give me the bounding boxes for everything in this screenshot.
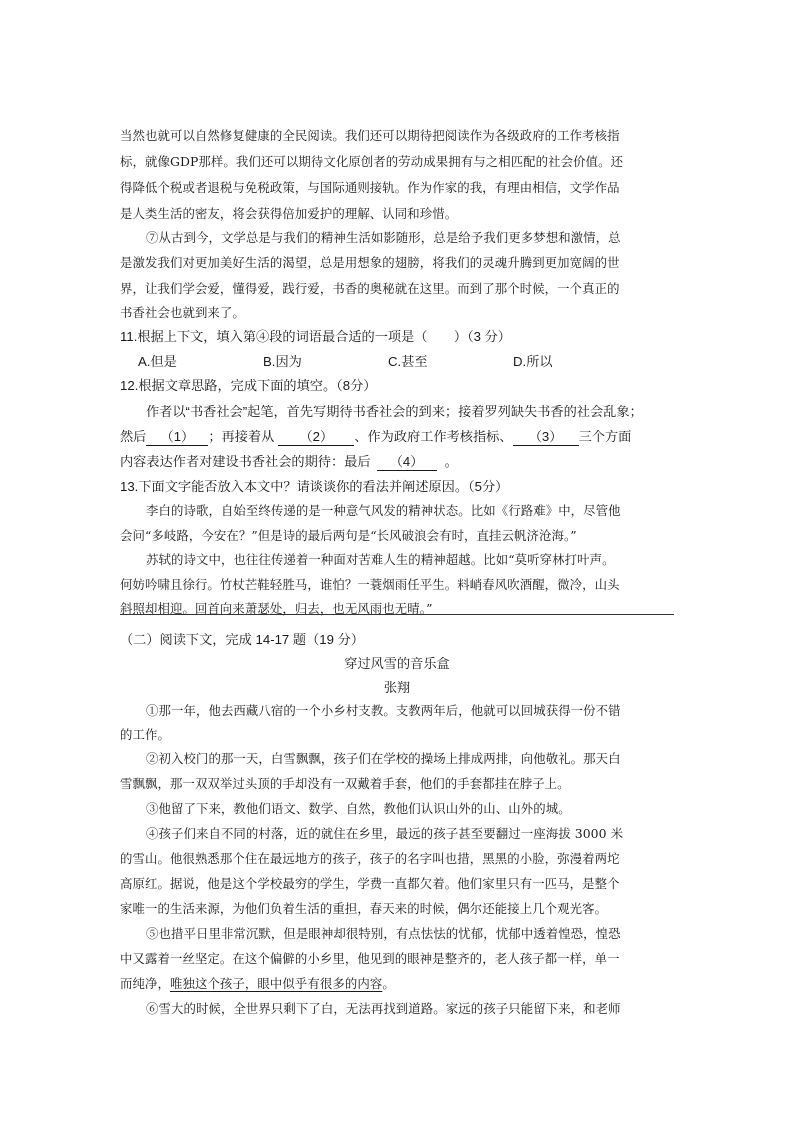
underlined-phrase: 唯独这个孩子，眼中似乎有很多的内容: [169, 976, 383, 991]
quote-line: 何妨吟啸且徐行。竹杖芒鞋轻胜马，谁怕？一蓑烟雨任平生。料峭春风吹酒醒，微冷，山头: [120, 577, 620, 592]
story-title: 穿过风雪的音乐盒: [344, 656, 450, 671]
quote-line: 会问“多岐路，今安在？”但是诗的最后两句是“长风破浪会有时，直挂云帆济沧海。”: [120, 528, 577, 543]
passage-line: 书香社会也就到来了。: [120, 305, 245, 320]
blank-2: （2）: [278, 429, 354, 446]
story-line: ③他留了下来，教他们语文、数学、自然，教他们认识山外的山、山外的城。: [146, 801, 571, 816]
quote-line: 李白的诗歌，自始至终传递的是一种意气风发的精神状态。比如《行路难》中，尽管他: [146, 503, 621, 518]
story-line: ⑥雪大的时候，全世界只剩下了白，无法再找到道路。家远的孩子只能留下来，和老师: [146, 1001, 621, 1016]
passage-line: 是人类生活的密友，将会获得倍加爱护的理解、认同和珍惜。: [120, 206, 458, 221]
story-line: 而纯净，唯独这个孩子，眼中似乎有很多的内容。: [120, 976, 395, 991]
question-12-line-3: 内容表达作者对建设书香社会的期待：最后 （4） 。: [120, 454, 458, 469]
question-12-stem: 12.根据文章思路，完成下面的填空。（8分）: [120, 378, 377, 393]
blank-4: （4）: [377, 454, 437, 471]
story-line: ①那一年，他去西藏八宿的一个小乡村支教。支教两年后，他就可以回城获得一份不错: [146, 703, 621, 718]
question-11-stem: 11.根据上下文，填入第④段的词语最合适的一项是（ ）（3 分）: [120, 329, 511, 344]
story-line: 家唯一的生活来源，为他们负着生活的重担，春天来的时候，偶尔还能接上几个观光客。: [120, 901, 608, 916]
question-11-options: [138, 352, 638, 372]
question-12-line-1: 作者以“书香社会”起笔，首先写期待书香社会的到来；接着罗列缺失书香的社会乱象；: [146, 404, 643, 419]
option-c: C.甚至: [388, 354, 428, 369]
quote-line: 斜照却相迎。回首向来萧瑟处，归去，也无风雨也无晴。”: [120, 601, 433, 616]
story-line: 的工作。: [120, 727, 170, 742]
option-a: A.但是: [138, 354, 177, 369]
story-line: 的雪山。他很熟悉那个住在最远地方的孩子，孩子的名字叫也措，黑黑的小脸，弥漫着两坨: [120, 851, 620, 866]
blank-1: （1）: [146, 429, 208, 446]
passage-line: 界，让我们学会爱，懂得爱，践行爱，书香的奥秘就在这里。而到了那个时候，一个真正的: [120, 281, 620, 296]
question-12-line-2: 然后 （1） ；再接着从 （2） 、作为政府工作考核指标、 （3） 三个方面: [120, 429, 632, 444]
story-line: ④孩子们来自不同的村落，近的就住在乡里，最远的孩子甚至要翻过一座海拔 3000 米: [146, 826, 624, 841]
option-b: B.因为: [263, 354, 302, 369]
story-author: 张翔: [383, 680, 411, 695]
story-line: 高原红。据说，他是这个学校最穷的学生，学费一直都欠着。他们家里只有一匹马，是整个: [120, 876, 620, 891]
option-d: D.所以: [513, 354, 553, 369]
story-line: ②初入校门的那一天，白雪飘飘，孩子们在学校的操场上排成两排，向他敬礼。那天白: [146, 751, 621, 766]
passage-line: 是激发我们对更加美好生活的渴望，总是用想象的翅膀，将我们的灵魂升腾到更加宽阔的世: [120, 255, 620, 270]
blank-3: （3）: [513, 429, 579, 446]
passage-line: 当然也就可以自然修复健康的全民阅读。我们还可以期待把阅读作为各级政府的工作考核指: [120, 128, 620, 143]
passage-line: 得降低个税或者退税与免税政策，与国际通则接轨。作为作家的我，有理由相信，文学作品: [120, 180, 620, 195]
story-line: ⑤也措平日里非常沉默，但是眼神却很特别，有点怯怯的忧郁，忧郁中透着惶恐，惶恐: [146, 926, 621, 941]
passage-line: ⑦从古到今，文学总是与我们的精神生活如影随形，总是给予我们更多梦想和激情，总: [146, 230, 621, 245]
passage-line: 标，就像GDP那样。我们还可以期待文化原创者的劳动成果拥有与之相匹配的社会价值。还: [120, 154, 624, 169]
question-13-stem: 13.下面文字能否放入本文中？请谈谈你的看法并阐述原因。（5分）: [120, 479, 509, 494]
quote-line: 苏轼的诗文中，也往往传递着一种面对苦难人生的精神超越。比如“莫听穿林打叶声。: [146, 552, 615, 567]
story-line: 中又露着一丝坚定。在这个偏僻的小乡里，他见到的眼神是整齐的，老人孩子都一样，单一: [120, 951, 620, 966]
story-line: 雪飘飘，那一双双举过头顶的手却没有一双戴着手套，他们的手套都挂在脖子上。: [120, 776, 570, 791]
section-2-heading: （二）阅读下文，完成 14-17 题（19 分）: [120, 632, 365, 647]
divider: [120, 614, 674, 615]
